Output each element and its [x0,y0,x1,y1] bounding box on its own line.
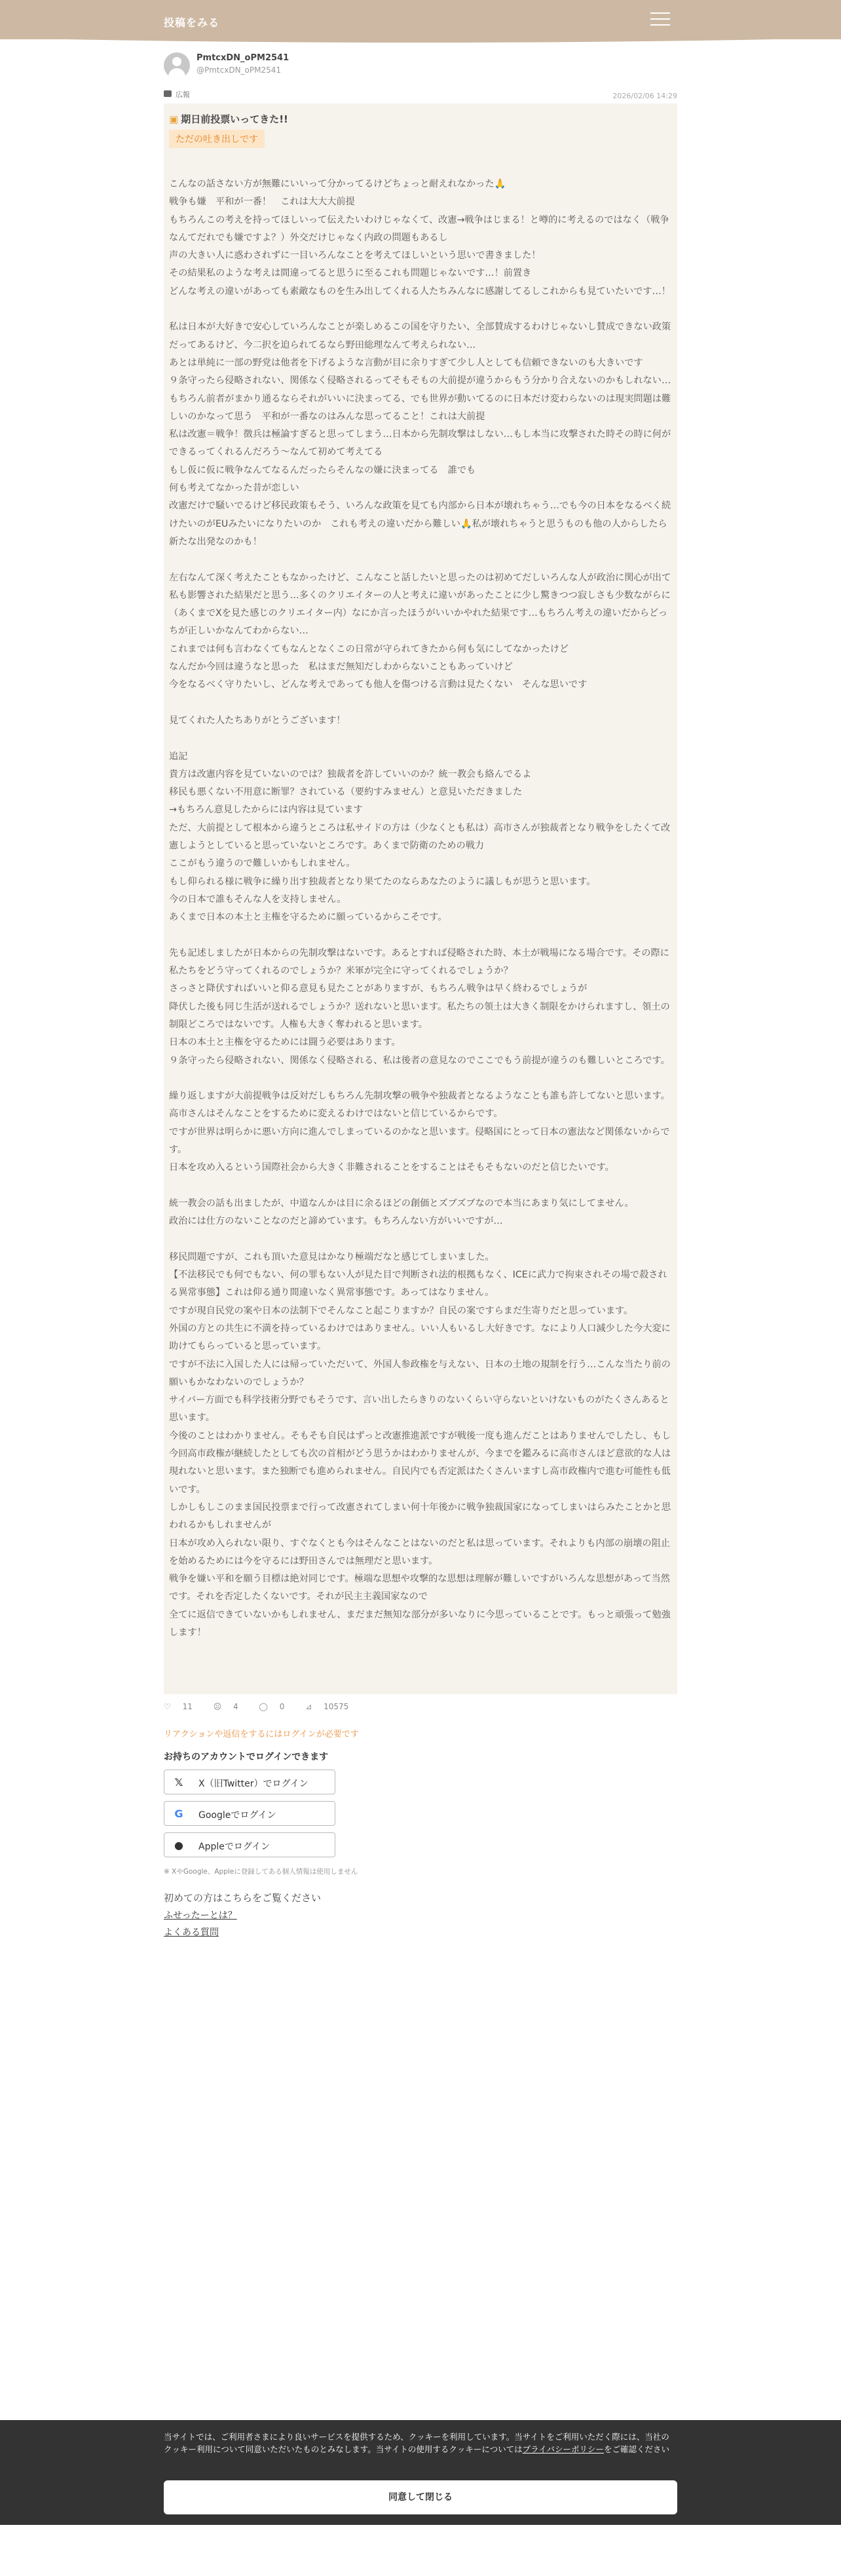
faq-link[interactable]: よくある質問 [164,1927,219,1938]
megaphone-icon [164,90,172,97]
cookie-text: 当サイトでは、ご利用者さまにより良いサービスを提供するため、クッキーを利用しています。当サイトをご利用いただく際には、当社のクッキー利用について同意いただいたものとみなします。当サイトの使用するクッキーについてはプライバシーポリシーをご確認ください [164,2432,670,2454]
login-heading: お持ちのアカウントでログインできます [164,1752,329,1762]
privacy-policy-link[interactable]: プライバシーポリシー [522,2444,605,2454]
apple-logo-icon: ● [174,1839,183,1851]
comment-reaction[interactable]: ◯ 0 [259,1702,285,1711]
x-logo-icon: 𝕏 [174,1776,183,1789]
x-login-button[interactable]: 𝕏 X（旧Twitter）でログイン [164,1770,335,1794]
bad-reaction[interactable]: ☹ 4 [213,1702,238,1711]
post-date: 2026/02/06 14:29 [612,92,677,100]
post-title: ▣ 期日前投票いってきた!! [169,113,288,125]
views-icon: ⊿ [305,1702,312,1711]
author-name[interactable]: PmtcxDN_oPM2541 [196,53,290,63]
main-content [164,51,677,1939]
login-privacy-note: ※ XやGoogle、Appleに登録してある個人情報は使用しません [164,1868,358,1876]
ad-label: 広報 [176,90,190,99]
hamburger-icon[interactable] [650,11,670,27]
header-bar [0,0,841,39]
post-meta [164,88,677,102]
author-block[interactable] [164,51,677,83]
comment-icon: ◯ [259,1702,268,1711]
reaction-bar [164,1702,677,1722]
avatar-icon[interactable] [164,52,190,79]
google-logo-icon: G [174,1808,183,1820]
page-title: 投稿をみる [164,16,220,29]
cookie-banner [0,2420,841,2525]
about-link[interactable]: ふせったーとは？ [164,1910,237,1921]
view-count: ⊿ 10575 [305,1702,349,1711]
heart-reaction[interactable]: ♡ 11 [164,1702,193,1711]
post-body: こんなの話さない方が無難にいいって分かってるけどちょっと耐えれなかった🙏 戦争も嫌 平和が一番！ これは大大大前提 もちろんこの考えを持ってほしいって伝えたいわけじゃなくて、改憲→戦争はじまる！と噂的に考えるのではなく（戦争なんてだれでも嫌ですよ？）外交だけじゃなく内政の問題もあるし 声の大きい人に惑わされずに一目いろんなことを考えてほしいという思いで書きました！ その結果私のような考えは間違ってると思うに至るこれも問題じゃないです…！前置き どんな考えの違いがあっても素敵なものを生み出してくれる人たちみんなに感謝してるしこれからも見ていたいです…！ 私は日本が大好きで安心していろんなことが楽しめるこの国を守りたい、全部賛成するわけじゃないし賛成できない政策だってあるけど、今二択を迫られてるなら野田総理なんて考えられない… あとは単純に一部の野党は他者を下げるような言動が目に余りすぎて少し人としても信頼できないのも大きいです ９条守ったら侵略されない、関係なく侵略されるってそもそもの大前提が違うからもう分かり合えないのかもしれない…もちろん前者がまかり通るならそれがいいに決まってる、でも世界が動いてるのに日本だけ変わらないのは現実問題は難しいのかなって思う 平和が一番なのはみんな思ってること！これは大前提 私は改憲＝戦争！徴兵は極論すぎると思ってしまう…日本から先制攻撃はしない…もし本当に攻撃された時その時に何ができるってくれるんだろう〜なんて初めて考えてる もし仮に仮に戦争なんてなるんだったらそんなの嫌に決まってる 誰でも 何も考えてなかった昔が恋しい 改憲だけで騒いでるけど移民政策もそう、いろんな政策を見ても内部から日本が壊れちゃう…でも今の日本をなるべく続けたいのがEUみたいになりたいのか これも考えの違いだから難しい🙏私が壊れちゃうと思うものも他の人からしたら新たな出発なのかも！ 左右なんて深く考えたこともなかったけど、こんなこと話したいと思ったのは初めてだしいろんな人が政治に関心が出て私も影響された結果だと思う…多くのクリエイターの人と考えに違いがあったことに少し驚きつつ寂しさも少数ながらに（あくまでXを見た感じのクリエイター内）なにか言ったほうがいいかやれた結果です…もちろん考えの違いだからどっちが正しいかなんてわからない… これまでは何も言わなくてもなんとなくこの日常が守られてきたから何も気にしてなかったけど なんだか今回は違うなと思った 私はまだ無知だしわからないこともあっていけど 今をなるべく守りたいし、どんな考えであっても他人を傷つける言動は見たくない そんな思いです 見てくれた人たちありがとうございます！ 追記 貴方は改憲内容を見ていないのでは？独裁者を許していいのか？統一教会も絡んでるよ 移民も悪くない不用意に断罪？されている（要約すみません）と意見いただきました →もちろん意見したからには内容は見ています ただ、大前提として根本から違うところは私サイドの方は（少なくとも私は）高市さんが独裁者となり戦争をしたくて改憲しようとしていると思っていないところです。あくまで防衛のための戦力 ここがもう違うので難しいかもしれません。 もし仰られる様に戦争に繰り出す独裁者となり果てたのならあなたのように議しもが思うと思います。 今の日本で誰もそんな人を支持しません。 あくまで日本の本土と主権を守るために願っているからこそです。 先も記述しましたが日本からの先制攻撃はないです。あるとすれば侵略された時、本土が戦場になる場合です。その際に私たちをどう守ってくれるのでしょうか？米軍が完全に守ってくれるでしょうか？ さっさと降伏すればいいと仰る意見も見たことがありますが、もちろん戦争は早く終わるでしょうが 降伏した後も同じ生活が送れるでしょうか？送れないと思います。私たちの領土は大きく制限をかけられますし、領土の制限どころではないです。人権も大きく奪われると思います。 日本の本土と主権を守るためには闘う必要はあります。 ９条守ったら侵略されない、関係なく侵略される、私は後者の意見なのでここでもう前提が違うのも難しいところです。 繰り返しますが大前提戦争は反対だしもちろん先制攻撃の戦争や独裁者となるようなことも誰も許してないと思います。高市さんはそんなことをするために変えるわけではないと信じているからです。 ですが世界は明らかに悪い方向に進んでしまっているのかなと思います。侵略国にとって日本の憲法など関係ないからです。 日本を攻め入るという国際社会から大きく非難されることをすることはそもそもないのだと信じたいです。 統一教会の話も出ましたが、中道なんかは目に余るほどの創価とズブズブなので本当にあまり気にしてません。 政治には仕方のないことなのだと諦めています。もちろんない方がいいですが… 移民問題ですが、これも頂いた意見はかなり極端だなと感じてしまいました。 【不法移民でも何でもない、何の罪もない人が見た目で判断され法的根拠もなく、ICEに武力で拘束されその場で殺される異常事態】これは仰る通り間違いなく異常事態です。あってはなりません。 ですが現自民党の案や日本の法制下でそんなこと起こりますか？自民の案ですらまだ生寄りだと思っています。 外国の方との共生に不満を持っているわけではありません。いい人もいるし大好きです。なにより人口減少した今大変に助けてもらっていると思っています。 ですが不法に入国した人には帰っていただいて、外国人参政権を与えない、日本の土地の規制を行う…こんな当たり前の願いもかなわないのでしょうか？ サイバー方面でも科学技術分野でもそうです、言い出したらきりのないくらい守らないといけないものがたくさんあると思います。 今後のことはわかりません。そもそも自民はずっと改憲推進派ですが戦後一度も進んだことはありませんでしたし、もし今回高市政権が継続したとしても次の首相がどう思うかはわかりませんが、今までを鑑みるに高市さんほど意欲的な人は現れないと思います。また独断でも進められません。自民内でも否定派はたくさんいますし高市政権内で進む可能性も低いです。 しかしもしこのまま国民投票まで行って改憲されてしまい何十年後かに戦争独裁国家になってしまいはらみたことかと思われるかもしれませんが 日本が攻め入られない限り、すぐなくとも今はそんなことはないのだと私は思っています。それよりも内部の崩壊の阻止を始めるためには今を守るには野田さんでは無理だと思います。 戦争を嫌い平和を願う目標は絶対同じです。極端な思想や攻撃的な思想は理解が難しいですがいろんな思想があって当然です。それを否定したくないです。それが民主主義国家なので 全てに返信できていないかもしれません、まだまだ無知な部分が多いなりに今思っていることです。もっと頑張って勉強します！ [169,179,671,1638]
bookmark-icon: ▣ [169,113,179,125]
first-time-text: 初めての方はこちらをご覧ください [164,1892,322,1904]
cookie-accept-button[interactable]: 同意して閉じる [164,2480,677,2514]
bad-icon: ☹ [213,1702,222,1711]
heart-icon: ♡ [164,1702,171,1711]
author-handle: @PmtcxDN_oPM2541 [196,66,282,75]
post-tag[interactable]: ただの吐き出しです [169,130,265,148]
google-login-button[interactable]: G Googleでログイン [164,1801,335,1826]
apple-login-button[interactable]: ● Appleでログイン [164,1832,335,1857]
header-wave-divider [0,34,841,47]
post-card [164,104,677,1694]
login-required-notice: リアクションや返信をするにはログインが必要です [164,1730,359,1739]
